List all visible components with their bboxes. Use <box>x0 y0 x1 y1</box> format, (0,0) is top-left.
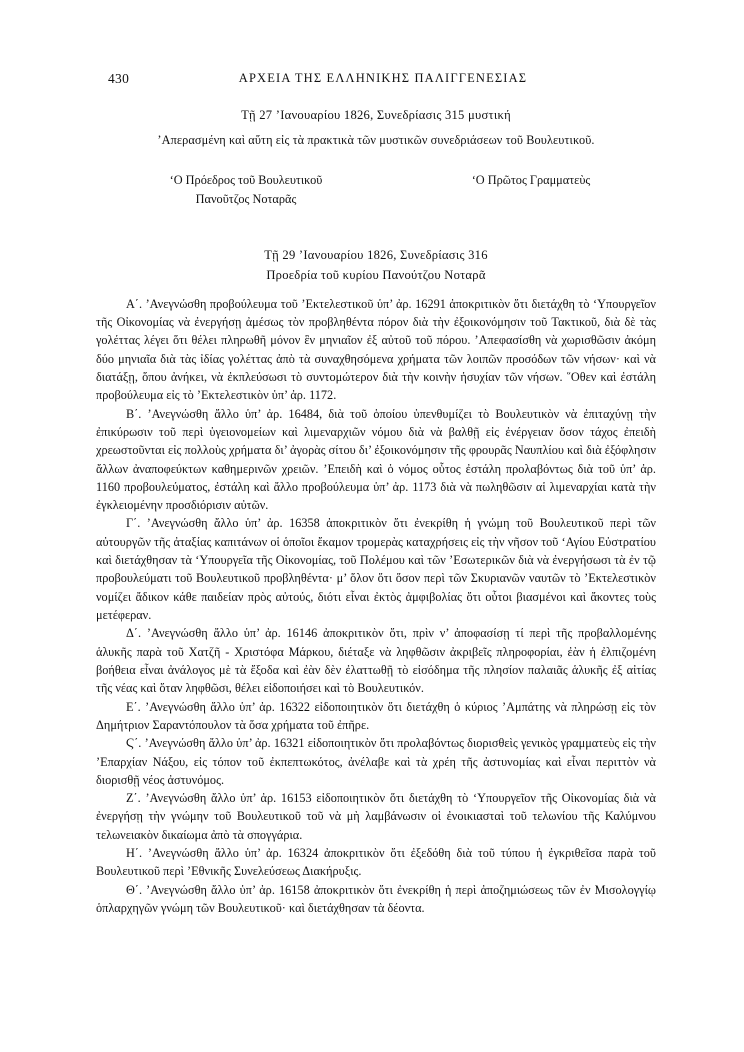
article-item: Α΄. ’Ανεγνώσθη προβούλευμα τοῦ ’Εκτελεστικοῦ ὑπ’ ἀρ. 16291 ἀποκριτικὸν ὅτι διετάχθη τὸ ‘Υπουργεῖον τῆς Οἰκονομίας νὰ ἐνεργήσῃ ἀμέσως τὸν προβληθέντα πόρον διὰ τὴν ἐξοικονόμησιν τοῦ Τακτικοῦ, διὰ δὲ τὰς γολέττας λέγει ὅτι θέλει πληρωθῆ μόνον ἓν μηνιαῖον ἐξ αὐτοῦ τοῦ πόρου. ’Απεφασίσθη νὰ χωρισθῶσιν ἀκόμη δύο μηνιαῖα διὰ τὰς ἰδίας γολέττας ἀπὸ τὰ συναχθησόμενα χρήματα τῶν λοιπῶν προσόδων τῶν νήσων· καὶ νὰ διατάξῃ, ὅπου ἀνήκει, νὰ ἐκπλεύσωσι τὸ συντομώτερον διὰ τὴν κοινὴν ἡσυχίαν τῶν νήσων. ῞Οθεν καὶ ἐστάλη προβούλευμα εἰς τὸ ’Εκτελεστικὸν ὑπ’ ἀρ. 1172. <box>96 296 656 403</box>
article-list <box>96 295 656 918</box>
article-item: Γ΄. ’Ανεγνώσθη ἄλλο ὑπ’ ἀρ. 16358 ἀποκριτικὸν ὅτι ἐνεκρίθη ἡ γνώμη τοῦ Βουλευτικοῦ περὶ τῶν αὐτουργῶν τῆς ἀταξίας καπιτάνων οἱ ὁποῖοι ἔκαμον τρομερὰς καταχρήσεις εἰς τὴν νῆσον τοῦ ‘Αγίου Εὐστρατίου καὶ διετάχθησαν τὰ ‘Υπουργεῖα τῆς Οἰκονομίας, τοῦ Πολέμου καὶ τῶν ’Εσωτερικῶν διὰ νὰ ἐνεργήσωσι τὰ ἐν τῷ προβουλεύματι τοῦ Βουλευτικοῦ προβληθέντα· μ’ ὅλον ὅτι ὅσον περὶ τῶν Σκυριανῶν ναυτῶν τὸ ’Εκτελεστικὸν νομίζει ἄδικον κάθε παιδείαν πρὸς αὐτούς, διότι εἶναι ἐκτὸς ἀμφιβολίας ὅτι οὗτοι βιασμένοι καὶ ἄκοντες τοὺς μετέφεραν. <box>96 516 656 623</box>
document-body <box>96 106 656 917</box>
page-number: 430 <box>108 71 130 86</box>
article-item: Ζ΄. ’Ανεγνώσθη ἄλλο ὑπ’ ἀρ. 16153 εἰδοποιητικὸν ὅτι διετάχθη τὸ ‘Υπουργεῖον τῆς Οἰκονομίας διὰ νὰ ἐνεργήσῃ τὴν γνώμην τοῦ Βουλευτικοῦ τοῦ νὰ μὴ λαμβάνωσιν οἱ ἐνοικιασταὶ τοῦ τελωνίου τῆς Καλύμνου τελωνειακὸν δικαίωμα ἀπὸ τὰ σπογγάρια. <box>96 791 656 842</box>
signature-president-title: ‘Ο Πρόεδρος τοῦ Βουλευτικοῦ <box>169 172 323 187</box>
session-316-heading <box>96 245 656 286</box>
article-item: Β΄. ’Ανεγνώσθη ἄλλο ὑπ’ ἀρ. 16484, διὰ τοῦ ὁποίου ὑπενθυμίζει τὸ Βουλευτικὸν νὰ ἐπιταχύνῃ τὴν ἐπικύρωσιν τοῦ περὶ ὑγειονομείων καὶ λιμεναρχιῶν νόμου διὰ νὰ βαλθῇ εἰς ἐνέργειαν ὅσον τάχος ἐπειδὴ χρεωστοῦνται εἰς πολλοὺς χρήματα δι’ ἀγορὰς σίτου δι’ ἐξοικονόμησιν τῆς φρουρᾶς Ναυπλίου καὶ διὰ ἐξόφλησιν ἄλλων ἀναποφεύκτων καθημερινῶν χρειῶν. ’Επειδὴ καὶ ὁ νόμος οὗτος ἐστάλη προλαβόντως διὰ τοῦ ὑπ’ ἀρ. 1160 προβουλεύματος, ἐστάλη καὶ ἄλλο προβούλευμα ὑπ’ ἀρ. 1173 διὰ νὰ πωληθῶσιν αἱ λιμεναρχίαι κατὰ τὴν ἐγκλειομένην προσδιόρισιν αὐτῶν. <box>96 406 656 513</box>
session-316-heading-date: Τῇ 29 ’Ιανουαρίου 1826, Συνεδρίασις 316 <box>264 247 488 262</box>
running-head-title: ΑΡΧΕΙΑ ΤΗΣ ΕΛΛΗΝΙΚΗΣ ΠΑΛΙΓΓΕΝΕΣΙΑΣ <box>238 71 528 85</box>
article-item: Ε΄. ’Ανεγνώσθη ἄλλο ὑπ’ ἀρ. 16322 εἰδοποιητικὸν ὅτι διετάχθη ὁ κύριος ’Αμπάτης νὰ πληρώσῃ εἰς τὸν Δημήτριον Σαραντόπουλον τὰ ὅσα χρήματα τοῦ ἐπῆρε. <box>96 699 656 732</box>
signature-block <box>96 171 656 215</box>
article-item: Η΄. ’Ανεγνώσθη ἄλλο ὑπ’ ἀρ. 16324 ἀποκριτικὸν ὅτι ἐξεδόθη διὰ τοῦ τύπου ἡ ἐγκριθεῖσα παρὰ τοῦ Βουλευτικοῦ περὶ ’Εθνικῆς Συνελεύσεως Διακήρυξις. <box>96 846 656 879</box>
signature-secretary-title: ‘Ο Πρῶτος Γραμματεὺς <box>471 172 591 187</box>
article-item: Ϛ΄. ’Ανεγνώσθη ἄλλο ὑπ’ ἀρ. 16321 εἰδοποιητικὸν ὅτι προλαβόντως διορισθεὶς γενικὸς γραμματεὺς εἰς τὴν ’Επαρχίαν Νάξου, εἰς τόπον τοῦ ἐκπεπτωκότος, ἀνέλαβε καὶ τὰ χρέη τῆς ἀστυνομίας καὶ εἶναι περιττὸν νὰ διορισθῇ νέος ἀστυνόμος. <box>96 736 656 787</box>
running-head <box>0 0 744 102</box>
signature-president <box>106 171 386 209</box>
session-315-heading-line: Τῇ 27 ’Ιανουαρίου 1826, Συνεδρίασις 315 μυστική <box>241 108 511 122</box>
session-316-heading-presidency: Προεδρία τοῦ κυρίου Πανούτζου Νοταρᾶ <box>266 268 486 283</box>
signature-president-name: Πανοῦτζος Νοταρᾶς <box>195 192 297 206</box>
article-item: Θ΄. ’Ανεγνώσθη ἄλλο ὑπ’ ἀρ. 16158 ἀποκριτικὸν ὅτι ἐνεκρίθη ἡ περὶ ἀποζημιώσεως τῶν ἐν Μισολογγίῳ ὁπλαρχηγῶν γνώμη τῶν Βουλευτικοῦ· καὶ διετάχθησαν τὰ δέοντα. <box>96 882 656 916</box>
signature-secretary <box>406 171 656 190</box>
session-315-note: ’Απερασμένη καὶ αὕτη εἰς τὰ πρακτικὰ τῶν μυστικῶν συνεδριάσεων τοῦ Βουλευτικοῦ. <box>157 132 595 147</box>
article-item: Δ΄. ’Ανεγνώσθη ἄλλο ὑπ’ ἀρ. 16146 ἀποκριτικὸν ὅτι, πρὶν ν’ ἀποφασίσῃ τί περὶ τῆς προβαλλομένης ἁλυκῆς παρὰ τοῦ Χατζῆ - Χριστόφα Μάρκου, διέταξε νὰ ληφθῶσιν ἀκριβεῖς πληροφορίαι, ἐὰν ἡ ἐλπιζομένη βοήθεια εἶναι ἀνάλογος μὲ τὰ ἔξοδα καὶ ἐὰν δὲν ἐλαττωθῇ τὸ εἰσόδημα τῆς πλησίον παλαιᾶς ἁλυκῆς ἐξ αἰτίας τῆς νέας καὶ ὅταν ληφθῶσι, θέλει εἰδοποιήσει καὶ τὸ Βουλευτικόν. <box>96 626 656 696</box>
session-315-heading <box>96 106 656 126</box>
